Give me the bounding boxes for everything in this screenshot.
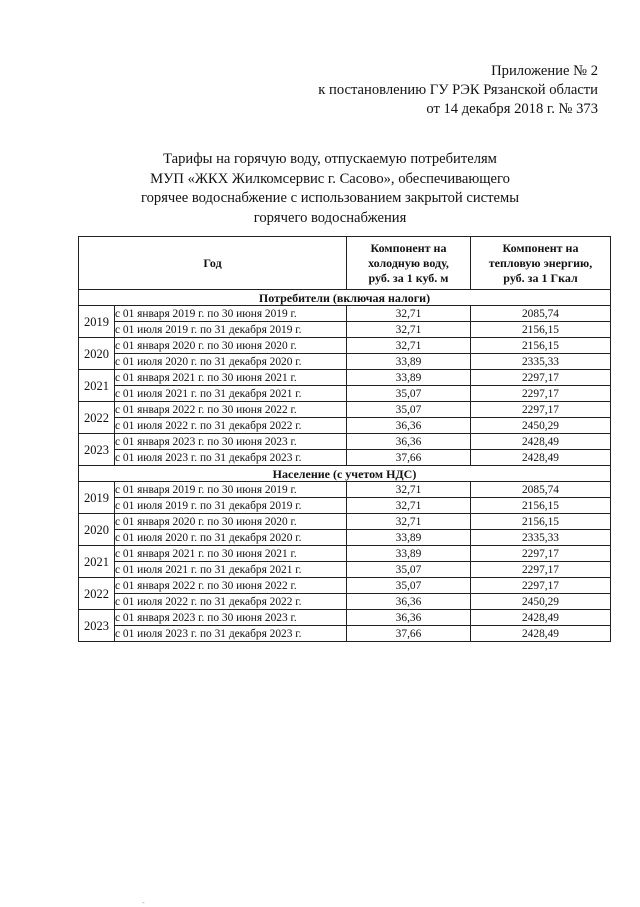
heat-energy-value: 2297,17 [471,386,611,402]
cold-water-value: 33,89 [347,354,471,370]
period-cell: с 01 июля 2021 г. по 31 декабря 2021 г. [115,386,347,402]
header-cold-water: Компонент на холодную воду, руб. за 1 куб. м [347,237,471,290]
heat-energy-value: 2450,29 [471,418,611,434]
table-row [79,514,611,530]
year-cell: 2023 [79,610,115,642]
period-cell: с 01 июля 2022 г. по 31 декабря 2022 г. [115,418,347,434]
period-cell: с 01 января 2022 г. по 30 июня 2022 г. [115,402,347,418]
cold-water-value: 32,71 [347,322,471,338]
period-cell: с 01 июля 2022 г. по 31 декабря 2022 г. [115,594,347,610]
cold-water-value: 35,07 [347,578,471,594]
table-row [79,306,611,322]
heat-energy-value: 2297,17 [471,562,611,578]
heat-energy-value: 2085,74 [471,482,611,498]
section-row [79,466,611,482]
table-row [79,562,611,578]
period-cell: с 01 июля 2021 г. по 31 декабря 2021 г. [115,562,347,578]
appendix-block [318,62,598,119]
cold-water-value: 35,07 [347,386,471,402]
table-row [79,322,611,338]
table-row [79,370,611,386]
cold-water-value: 32,71 [347,306,471,322]
cold-water-value: 35,07 [347,562,471,578]
year-cell: 2019 [79,306,115,338]
table-row [79,498,611,514]
period-cell: с 01 июля 2019 г. по 31 декабря 2019 г. [115,498,347,514]
period-cell: с 01 января 2023 г. по 30 июня 2023 г. [115,434,347,450]
cold-water-value: 32,71 [347,338,471,354]
cold-water-value: 35,07 [347,402,471,418]
table-row [79,482,611,498]
header-year: Год [79,237,347,290]
cold-water-value: 36,36 [347,610,471,626]
heat-energy-value: 2297,17 [471,402,611,418]
period-cell: с 01 июля 2023 г. по 31 декабря 2023 г. [115,626,347,642]
heat-energy-value: 2428,49 [471,626,611,642]
year-cell: 2020 [79,514,115,546]
heat-energy-value: 2156,15 [471,322,611,338]
table-row [79,434,611,450]
cold-water-value: 33,89 [347,370,471,386]
year-cell: 2021 [79,370,115,402]
heat-energy-value: 2156,15 [471,498,611,514]
cold-water-value: 32,71 [347,482,471,498]
table-row [79,450,611,466]
table-row [79,610,611,626]
tariff-table [78,236,611,642]
cold-water-value: 36,36 [347,418,471,434]
page-mark: - [142,898,145,907]
period-cell: с 01 июля 2023 г. по 31 декабря 2023 г. [115,450,347,466]
cold-water-value: 33,89 [347,530,471,546]
year-cell: 2023 [79,434,115,466]
appendix-number: Приложение № 2 [491,63,598,79]
table-row [79,386,611,402]
appendix-resolution: к постановлению ГУ РЭК Рязанской области [318,82,598,98]
heat-energy-value: 2156,15 [471,514,611,530]
section-title: Потребители (включая налоги) [79,290,611,306]
year-cell: 2020 [79,338,115,370]
period-cell: с 01 января 2019 г. по 30 июня 2019 г. [115,306,347,322]
document-title [60,150,600,228]
table-row [79,594,611,610]
period-cell: с 01 июля 2019 г. по 31 декабря 2019 г. [115,322,347,338]
heat-energy-value: 2156,15 [471,338,611,354]
period-cell: с 01 января 2020 г. по 30 июня 2020 г. [115,514,347,530]
heat-energy-value: 2450,29 [471,594,611,610]
heat-energy-value: 2297,17 [471,546,611,562]
heat-energy-value: 2335,33 [471,530,611,546]
year-cell: 2021 [79,546,115,578]
cold-water-value: 36,36 [347,434,471,450]
period-cell: с 01 июля 2020 г. по 31 декабря 2020 г. [115,354,347,370]
cold-water-value: 36,36 [347,594,471,610]
cold-water-value: 32,71 [347,514,471,530]
appendix-date: от 14 декабря 2018 г. № 373 [426,101,598,117]
cold-water-value: 32,71 [347,498,471,514]
table-row [79,402,611,418]
table-body [79,290,611,642]
section-row [79,290,611,306]
period-cell: с 01 января 2020 г. по 30 июня 2020 г. [115,338,347,354]
heat-energy-value: 2085,74 [471,306,611,322]
table-row [79,578,611,594]
period-cell: с 01 января 2021 г. по 30 июня 2021 г. [115,370,347,386]
cold-water-value: 37,66 [347,450,471,466]
table-row [79,338,611,354]
table-row [79,530,611,546]
table-header-row [79,237,611,290]
year-cell: 2019 [79,482,115,514]
heat-energy-value: 2297,17 [471,370,611,386]
period-cell: с 01 января 2021 г. по 30 июня 2021 г. [115,546,347,562]
period-cell: с 01 июля 2020 г. по 31 декабря 2020 г. [115,530,347,546]
cold-water-value: 37,66 [347,626,471,642]
period-cell: с 01 января 2022 г. по 30 июня 2022 г. [115,578,347,594]
section-title: Население (с учетом НДС) [79,466,611,482]
table-row [79,418,611,434]
heat-energy-value: 2297,17 [471,578,611,594]
table-row [79,626,611,642]
title-line-2: МУП «ЖКХ Жилкомсервис г. Сасово», обеспечивающего [150,170,510,187]
table-row [79,546,611,562]
title-line-4: горячего водоснабжения [253,209,407,226]
year-cell: 2022 [79,402,115,434]
cold-water-value: 33,89 [347,546,471,562]
heat-energy-value: 2428,49 [471,610,611,626]
heat-energy-value: 2428,49 [471,434,611,450]
period-cell: с 01 января 2023 г. по 30 июня 2023 г. [115,610,347,626]
heat-energy-value: 2428,49 [471,450,611,466]
header-heat-energy: Компонент на тепловую энергию, руб. за 1 Гкал [471,237,611,290]
title-line-1: Тарифы на горячую воду, отпускаемую потребителям [163,151,497,167]
period-cell: с 01 января 2019 г. по 30 июня 2019 г. [115,482,347,498]
title-line-3: горячее водоснабжение с использованием закрытой системы [141,190,519,206]
table-row [79,354,611,370]
year-cell: 2022 [79,578,115,610]
heat-energy-value: 2335,33 [471,354,611,370]
